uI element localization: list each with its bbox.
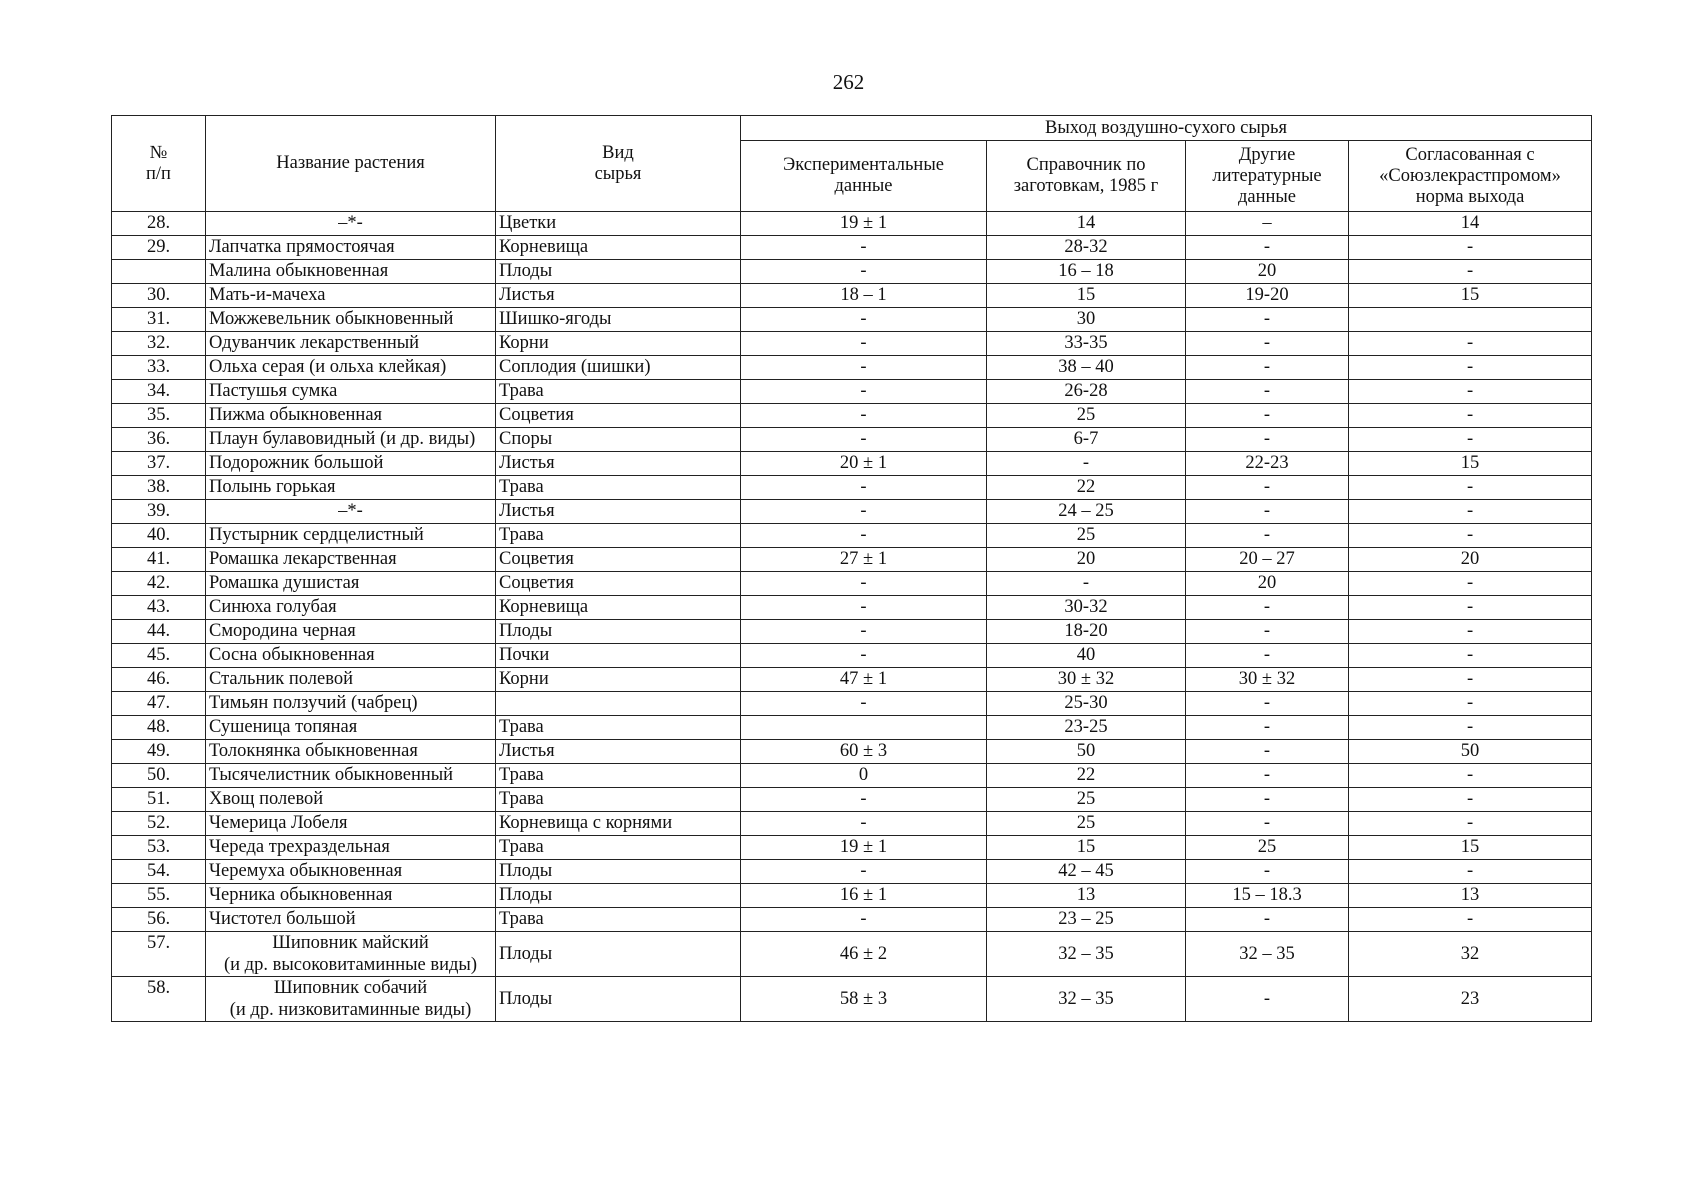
table-row <box>112 260 1592 284</box>
cell-raw-material-type: Шишко-ягоды <box>496 308 741 332</box>
cell-plant-name: Пастушья сумка <box>206 380 496 404</box>
cell-plant-name: Мать-и-мачеха <box>206 284 496 308</box>
cell-agreed-norm: - <box>1349 524 1592 548</box>
cell-reference-1985: 26-28 <box>987 380 1186 404</box>
cell-reference-1985: 40 <box>987 644 1186 668</box>
cell-plant-name: Шиповник собачий (и др. низковитаминные виды) <box>206 977 496 1022</box>
cell-experimental: 16 ± 1 <box>741 884 987 908</box>
cell-raw-material-type: Трава <box>496 524 741 548</box>
cell-raw-material-type: Трава <box>496 380 741 404</box>
cell-experimental: - <box>741 908 987 932</box>
cell-number: 31. <box>112 308 206 332</box>
cell-plant-name: Малина обыкновенная <box>206 260 496 284</box>
cell-raw-material-type: Корневища <box>496 236 741 260</box>
cell-raw-material-type: Плоды <box>496 260 741 284</box>
cell-raw-material-type: Корневища с корнями <box>496 812 741 836</box>
cell-number: 52. <box>112 812 206 836</box>
cell-reference-1985: 23 – 25 <box>987 908 1186 932</box>
cell-number: 56. <box>112 908 206 932</box>
cell-plant-name: Ромашка душистая <box>206 572 496 596</box>
cell-plant-name: Хвощ полевой <box>206 788 496 812</box>
cell-number: 28. <box>112 212 206 236</box>
cell-number: 47. <box>112 692 206 716</box>
cell-plant-name: Черника обыкновенная <box>206 884 496 908</box>
cell-plant-name: Пижма обыкновенная <box>206 404 496 428</box>
table-row <box>112 716 1592 740</box>
cell-reference-1985: 32 – 35 <box>987 977 1186 1022</box>
table-row <box>112 380 1592 404</box>
cell-other-literature: - <box>1186 524 1349 548</box>
cell-experimental <box>741 716 987 740</box>
cell-plant-name: Тысячелистник обыкновенный <box>206 764 496 788</box>
cell-experimental: 60 ± 3 <box>741 740 987 764</box>
cell-raw-material-type: Цветки <box>496 212 741 236</box>
table-row <box>112 788 1592 812</box>
table-row <box>112 356 1592 380</box>
cell-experimental: - <box>741 428 987 452</box>
cell-reference-1985: 18-20 <box>987 620 1186 644</box>
cell-agreed-norm: 23 <box>1349 977 1592 1022</box>
cell-agreed-norm: 32 <box>1349 932 1592 977</box>
cell-number: 44. <box>112 620 206 644</box>
cell-number: 37. <box>112 452 206 476</box>
cell-raw-material-type: Трава <box>496 788 741 812</box>
cell-other-literature: - <box>1186 620 1349 644</box>
cell-raw-material-type <box>496 692 741 716</box>
header-agreed-norm: Согласованная с «Союзлекрастпромом» норма выхода <box>1349 141 1592 212</box>
cell-number: 33. <box>112 356 206 380</box>
cell-reference-1985: 30 ± 32 <box>987 668 1186 692</box>
cell-agreed-norm: 20 <box>1349 548 1592 572</box>
cell-other-literature: - <box>1186 812 1349 836</box>
cell-other-literature: - <box>1186 860 1349 884</box>
cell-agreed-norm: - <box>1349 356 1592 380</box>
cell-reference-1985: 25-30 <box>987 692 1186 716</box>
cell-experimental: - <box>741 644 987 668</box>
cell-experimental: 0 <box>741 764 987 788</box>
cell-reference-1985: 25 <box>987 788 1186 812</box>
cell-agreed-norm: - <box>1349 716 1592 740</box>
cell-plant-name: Одуванчик лекарственный <box>206 332 496 356</box>
cell-raw-material-type: Трава <box>496 716 741 740</box>
cell-raw-material-type: Плоды <box>496 860 741 884</box>
cell-number: 30. <box>112 284 206 308</box>
cell-agreed-norm: 13 <box>1349 884 1592 908</box>
table-row <box>112 812 1592 836</box>
cell-number: 42. <box>112 572 206 596</box>
cell-agreed-norm: - <box>1349 692 1592 716</box>
cell-agreed-norm: - <box>1349 236 1592 260</box>
cell-number: 32. <box>112 332 206 356</box>
header-plant-name: Название растения <box>206 116 496 212</box>
header-experimental-data: Экспериментальные данные <box>741 141 987 212</box>
table-row <box>112 860 1592 884</box>
cell-agreed-norm: - <box>1349 596 1592 620</box>
cell-experimental: 27 ± 1 <box>741 548 987 572</box>
cell-plant-name: Подорожник большой <box>206 452 496 476</box>
cell-other-literature: 20 – 27 <box>1186 548 1349 572</box>
cell-experimental: 19 ± 1 <box>741 836 987 860</box>
cell-agreed-norm: - <box>1349 764 1592 788</box>
cell-reference-1985: 22 <box>987 764 1186 788</box>
cell-raw-material-type: Листья <box>496 500 741 524</box>
cell-reference-1985: 24 – 25 <box>987 500 1186 524</box>
table-row <box>112 284 1592 308</box>
cell-agreed-norm <box>1349 308 1592 332</box>
cell-other-literature: - <box>1186 644 1349 668</box>
cell-reference-1985: 50 <box>987 740 1186 764</box>
cell-experimental: - <box>741 236 987 260</box>
cell-plant-name: Стальник полевой <box>206 668 496 692</box>
cell-reference-1985: - <box>987 572 1186 596</box>
table-row <box>112 476 1592 500</box>
cell-agreed-norm: - <box>1349 620 1592 644</box>
cell-plant-name: Можжевельник обыкновенный <box>206 308 496 332</box>
cell-reference-1985: 15 <box>987 284 1186 308</box>
cell-plant-name: Плаун булавовидный (и др. виды) <box>206 428 496 452</box>
table-row <box>112 644 1592 668</box>
cell-number: 38. <box>112 476 206 500</box>
header-row-1 <box>112 116 1592 141</box>
cell-raw-material-type: Трава <box>496 476 741 500</box>
cell-other-literature: 19-20 <box>1186 284 1349 308</box>
table-row <box>112 908 1592 932</box>
cell-number: 41. <box>112 548 206 572</box>
header-raw-material-type: Вид сырья <box>496 116 741 212</box>
cell-plant-name: –*- <box>206 500 496 524</box>
cell-raw-material-type: Листья <box>496 740 741 764</box>
cell-number: 29. <box>112 236 206 260</box>
cell-experimental: 19 ± 1 <box>741 212 987 236</box>
cell-plant-name: Полынь горькая <box>206 476 496 500</box>
cell-number: 36. <box>112 428 206 452</box>
cell-agreed-norm: - <box>1349 908 1592 932</box>
cell-experimental: - <box>741 500 987 524</box>
cell-reference-1985: 22 <box>987 476 1186 500</box>
cell-agreed-norm: - <box>1349 428 1592 452</box>
cell-agreed-norm: 50 <box>1349 740 1592 764</box>
cell-reference-1985: 6-7 <box>987 428 1186 452</box>
cell-other-literature: - <box>1186 692 1349 716</box>
cell-experimental: 46 ± 2 <box>741 932 987 977</box>
cell-experimental: - <box>741 596 987 620</box>
cell-experimental: - <box>741 788 987 812</box>
cell-other-literature: - <box>1186 332 1349 356</box>
cell-plant-name: Синюха голубая <box>206 596 496 620</box>
cell-other-literature: - <box>1186 476 1349 500</box>
table-row <box>112 428 1592 452</box>
cell-raw-material-type: Споры <box>496 428 741 452</box>
cell-other-literature: - <box>1186 428 1349 452</box>
cell-other-literature: - <box>1186 236 1349 260</box>
table-row <box>112 572 1592 596</box>
cell-plant-name: Смородина черная <box>206 620 496 644</box>
cell-raw-material-type: Соплодия (шишки) <box>496 356 741 380</box>
cell-number: 43. <box>112 596 206 620</box>
cell-experimental: - <box>741 380 987 404</box>
cell-reference-1985: 20 <box>987 548 1186 572</box>
cell-number <box>112 260 206 284</box>
cell-plant-name: Ольха серая (и ольха клейкая) <box>206 356 496 380</box>
cell-experimental: - <box>741 620 987 644</box>
cell-number: 39. <box>112 500 206 524</box>
cell-reference-1985: 32 – 35 <box>987 932 1186 977</box>
cell-reference-1985: 30-32 <box>987 596 1186 620</box>
table-row <box>112 932 1592 977</box>
cell-agreed-norm: - <box>1349 644 1592 668</box>
cell-other-literature: - <box>1186 764 1349 788</box>
cell-plant-name: Шиповник майский (и др. высоковитаминные виды) <box>206 932 496 977</box>
cell-raw-material-type: Плоды <box>496 977 741 1022</box>
cell-number: 46. <box>112 668 206 692</box>
cell-other-literature: 20 <box>1186 260 1349 284</box>
table-row <box>112 620 1592 644</box>
cell-other-literature: 30 ± 32 <box>1186 668 1349 692</box>
cell-agreed-norm: - <box>1349 476 1592 500</box>
header-air-dry-yield-group: Выход воздушно-сухого сырья <box>741 116 1592 141</box>
cell-agreed-norm: 15 <box>1349 284 1592 308</box>
cell-raw-material-type: Плоды <box>496 884 741 908</box>
cell-agreed-norm: - <box>1349 572 1592 596</box>
table-row <box>112 212 1592 236</box>
cell-experimental: - <box>741 404 987 428</box>
cell-raw-material-type: Соцветия <box>496 548 741 572</box>
table-row <box>112 332 1592 356</box>
table-row <box>112 452 1592 476</box>
header-other-literature: Другие литературные данные <box>1186 141 1349 212</box>
cell-raw-material-type: Почки <box>496 644 741 668</box>
cell-other-literature: - <box>1186 908 1349 932</box>
cell-agreed-norm: - <box>1349 788 1592 812</box>
cell-plant-name: Чемерица Лобеля <box>206 812 496 836</box>
cell-experimental: - <box>741 476 987 500</box>
cell-number: 51. <box>112 788 206 812</box>
cell-reference-1985: 42 – 45 <box>987 860 1186 884</box>
page-number: 262 <box>832 70 865 94</box>
cell-experimental: 18 – 1 <box>741 284 987 308</box>
cell-reference-1985: 15 <box>987 836 1186 860</box>
cell-experimental: - <box>741 572 987 596</box>
cell-reference-1985: 25 <box>987 812 1186 836</box>
cell-experimental: - <box>741 692 987 716</box>
cell-raw-material-type: Плоды <box>496 620 741 644</box>
cell-number: 48. <box>112 716 206 740</box>
cell-reference-1985: 25 <box>987 524 1186 548</box>
cell-other-literature: - <box>1186 716 1349 740</box>
cell-reference-1985: 28-32 <box>987 236 1186 260</box>
cell-number: 35. <box>112 404 206 428</box>
cell-other-literature: - <box>1186 356 1349 380</box>
cell-raw-material-type: Трава <box>496 764 741 788</box>
table-row <box>112 596 1592 620</box>
cell-reference-1985: 33-35 <box>987 332 1186 356</box>
table-row <box>112 236 1592 260</box>
cell-raw-material-type: Соцветия <box>496 404 741 428</box>
cell-raw-material-type: Корни <box>496 332 741 356</box>
cell-plant-name: Черемуха обыкновенная <box>206 860 496 884</box>
cell-agreed-norm: - <box>1349 332 1592 356</box>
cell-other-literature: 15 – 18.3 <box>1186 884 1349 908</box>
table-row <box>112 884 1592 908</box>
cell-raw-material-type: Корневища <box>496 596 741 620</box>
cell-other-literature: - <box>1186 380 1349 404</box>
cell-agreed-norm: - <box>1349 380 1592 404</box>
cell-reference-1985: 38 – 40 <box>987 356 1186 380</box>
header-number: № п/п <box>112 116 206 212</box>
cell-other-literature: 20 <box>1186 572 1349 596</box>
cell-plant-name: Толокнянка обыкновенная <box>206 740 496 764</box>
cell-reference-1985: 30 <box>987 308 1186 332</box>
cell-other-literature: - <box>1186 977 1349 1022</box>
table-row <box>112 668 1592 692</box>
header-reference-1985: Справочник по заготовкам, 1985 г <box>987 141 1186 212</box>
cell-other-literature: - <box>1186 740 1349 764</box>
cell-reference-1985: 16 – 18 <box>987 260 1186 284</box>
cell-raw-material-type: Листья <box>496 452 741 476</box>
cell-plant-name: Сушеница топяная <box>206 716 496 740</box>
cell-number: 45. <box>112 644 206 668</box>
cell-experimental: - <box>741 356 987 380</box>
table-row <box>112 764 1592 788</box>
cell-experimental: - <box>741 308 987 332</box>
cell-other-literature: 25 <box>1186 836 1349 860</box>
cell-plant-name: Сосна обыкновенная <box>206 644 496 668</box>
cell-plant-name: –*- <box>206 212 496 236</box>
cell-other-literature: 22-23 <box>1186 452 1349 476</box>
cell-experimental: - <box>741 812 987 836</box>
cell-number: 55. <box>112 884 206 908</box>
cell-number: 49. <box>112 740 206 764</box>
cell-other-literature: - <box>1186 308 1349 332</box>
cell-number: 58. <box>112 977 206 1022</box>
cell-agreed-norm: - <box>1349 860 1592 884</box>
cell-raw-material-type: Трава <box>496 908 741 932</box>
table-row <box>112 977 1592 1022</box>
cell-number: 57. <box>112 932 206 977</box>
cell-reference-1985: - <box>987 452 1186 476</box>
cell-number: 34. <box>112 380 206 404</box>
cell-agreed-norm: 15 <box>1349 836 1592 860</box>
cell-reference-1985: 13 <box>987 884 1186 908</box>
cell-agreed-norm: - <box>1349 404 1592 428</box>
cell-other-literature: – <box>1186 212 1349 236</box>
table-row <box>112 836 1592 860</box>
table-row <box>112 308 1592 332</box>
cell-agreed-norm: - <box>1349 500 1592 524</box>
cell-number: 40. <box>112 524 206 548</box>
cell-experimental: - <box>741 260 987 284</box>
cell-experimental: 20 ± 1 <box>741 452 987 476</box>
cell-experimental: - <box>741 860 987 884</box>
cell-raw-material-type: Корни <box>496 668 741 692</box>
table-row <box>112 740 1592 764</box>
cell-plant-name: Тимьян ползучий (чабрец) <box>206 692 496 716</box>
table-row <box>112 548 1592 572</box>
cell-other-literature: 32 – 35 <box>1186 932 1349 977</box>
cell-raw-material-type: Плоды <box>496 932 741 977</box>
cell-number: 53. <box>112 836 206 860</box>
table-row <box>112 524 1592 548</box>
cell-other-literature: - <box>1186 788 1349 812</box>
cell-experimental: 58 ± 3 <box>741 977 987 1022</box>
cell-agreed-norm: 14 <box>1349 212 1592 236</box>
cell-reference-1985: 25 <box>987 404 1186 428</box>
cell-other-literature: - <box>1186 500 1349 524</box>
table-body <box>112 212 1592 1022</box>
cell-experimental: - <box>741 332 987 356</box>
table-row <box>112 500 1592 524</box>
cell-number: 54. <box>112 860 206 884</box>
cell-experimental: 47 ± 1 <box>741 668 987 692</box>
table-row <box>112 692 1592 716</box>
cell-agreed-norm: - <box>1349 812 1592 836</box>
cell-number: 50. <box>112 764 206 788</box>
cell-raw-material-type: Соцветия <box>496 572 741 596</box>
cell-reference-1985: 14 <box>987 212 1186 236</box>
cell-reference-1985: 23-25 <box>987 716 1186 740</box>
cell-agreed-norm: - <box>1349 668 1592 692</box>
cell-raw-material-type: Листья <box>496 284 741 308</box>
raw-material-yield-table <box>111 115 1592 1022</box>
cell-other-literature: - <box>1186 404 1349 428</box>
cell-plant-name: Ромашка лекарственная <box>206 548 496 572</box>
cell-raw-material-type: Трава <box>496 836 741 860</box>
cell-agreed-norm: - <box>1349 260 1592 284</box>
cell-plant-name: Лапчатка прямостоячая <box>206 236 496 260</box>
cell-agreed-norm: 15 <box>1349 452 1592 476</box>
table-row <box>112 404 1592 428</box>
cell-plant-name: Пустырник сердцелистный <box>206 524 496 548</box>
cell-other-literature: - <box>1186 596 1349 620</box>
cell-plant-name: Череда трехраздельная <box>206 836 496 860</box>
cell-plant-name: Чистотел большой <box>206 908 496 932</box>
cell-experimental: - <box>741 524 987 548</box>
